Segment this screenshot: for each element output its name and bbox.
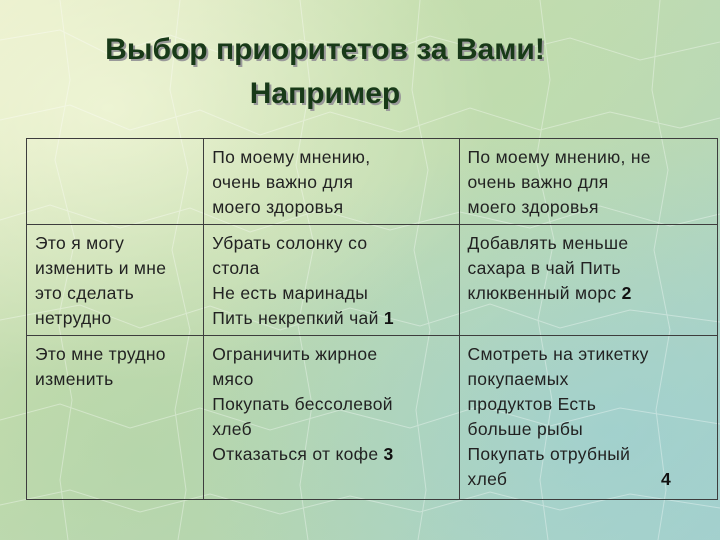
priority-score-4: 4: [660, 469, 671, 489]
cell-hard-not-important: Смотреть на этикетку покупаемых продуктов Есть больше рыбы Покупать отрубный хлеб 4: [459, 336, 717, 500]
header-cell-not-important: По моему мнению, не очень важно для моего здоровья: [459, 139, 717, 225]
table-row-easy: [27, 225, 718, 336]
row-label-easy: Это я могу изменить и мне это сделать нетрудно: [27, 225, 204, 336]
cell-easy-important: Убрать солонку со стола Не есть маринады Пить некрепкий чай 1: [204, 225, 459, 336]
table-row-hard: [27, 336, 718, 500]
slide-title: [0, 28, 650, 116]
priority-score-2: 2: [621, 283, 632, 303]
priority-score-3: 3: [383, 444, 394, 464]
title-line-2: Например: [249, 77, 401, 110]
priority-score-1: 1: [383, 308, 394, 328]
header-cell-important: По моему мнению, очень важно для моего здоровья: [204, 139, 459, 225]
title-line-1: Выбор приоритетов за Вами!: [105, 33, 545, 66]
cell-easy-not-important: Добавлять меньше сахара в чай Пить клюквенный морс 2: [459, 225, 717, 336]
priority-table: [26, 138, 718, 500]
table-header-row: [27, 139, 718, 225]
cell-hard-important: Ограничить жирное мясо Покупать бессолевой хлеб Отказаться от кофе 3: [204, 336, 459, 500]
corner-cell: [27, 139, 204, 225]
row-label-hard: Это мне трудно изменить: [27, 336, 204, 500]
